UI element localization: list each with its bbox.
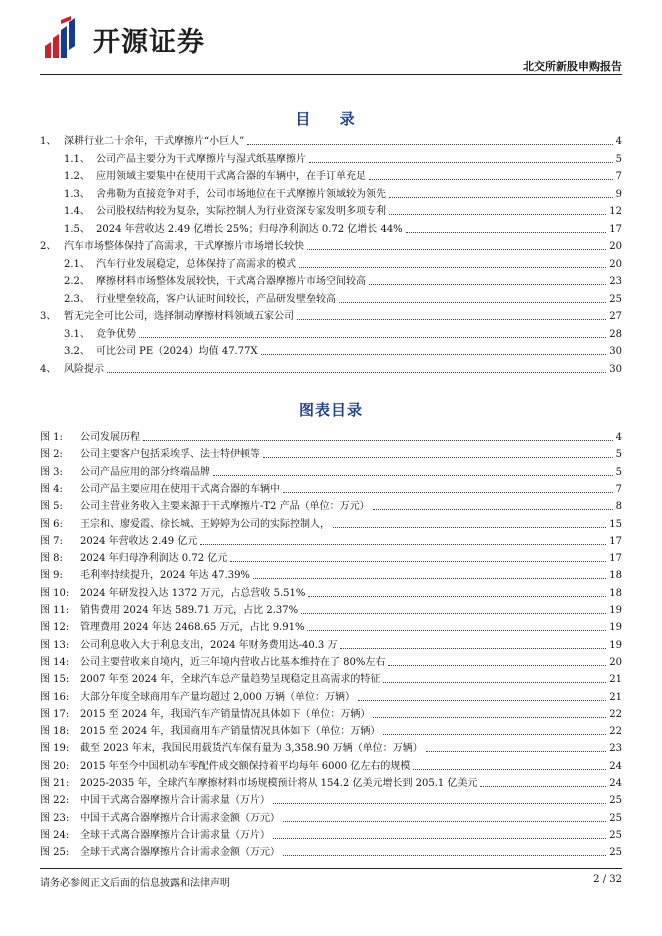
figure-entry-page: 22 (609, 708, 622, 720)
toc-entry-title: 行业壁垒较高，客户认证时间较长，产品研发壁垒较高 (96, 293, 336, 305)
toc-entry-page: 25 (609, 293, 622, 305)
toc-entry-title: 舍弗勒为直接竞争对手，公司市场地位在干式摩擦片领域较为领先 (96, 188, 386, 200)
leader-dots (307, 630, 606, 631)
figure-entry-title: 管理费用 2024 年达 2468.65 万元，占比 9.91% (80, 622, 305, 634)
leader-dots (139, 337, 606, 338)
figure-entry-title: 中国干式离合器摩擦片合计需求量（万片） (80, 795, 270, 807)
figure-entry[interactable] (40, 619, 622, 636)
figure-entry-page: 18 (609, 570, 622, 582)
toc-entry[interactable] (40, 168, 622, 185)
leader-dots (389, 214, 606, 215)
toc-entry-number: 2.3、 (64, 293, 90, 305)
figure-entry-title: 全球干式离合器摩擦片合计需求金额（万元） (80, 847, 280, 859)
figure-entry-number: 图 15: (40, 674, 70, 686)
figure-entry-page: 15 (609, 518, 622, 530)
leader-dots (253, 578, 606, 579)
figure-entry-number: 图 1: (40, 432, 63, 443)
figure-entry-page: 20 (609, 656, 622, 668)
toc-entry-title: 应用领域主要集中在使用干式离合器的车辆中，在手订单充足 (96, 171, 366, 182)
footer-disclaimer: 请务必参阅正文后面的信息披露和法律声明 (40, 878, 230, 889)
toc-entry[interactable] (40, 238, 622, 255)
figure-entry-page: 24 (609, 760, 622, 772)
footer-divider (40, 868, 622, 869)
figure-entry-number: 图 21: (40, 778, 70, 789)
toc-entry[interactable] (40, 326, 622, 343)
toc-entry-title: 风险提示 (64, 363, 104, 375)
figure-entry-title: 中国干式离合器摩擦片合计需求金额（万元） (80, 812, 280, 824)
toc-entry-number: 1.1、 (64, 153, 90, 165)
leader-dots (213, 475, 613, 476)
figure-entry[interactable] (40, 498, 622, 515)
toc-entry-page: 28 (609, 328, 622, 340)
figure-entry[interactable] (40, 689, 622, 706)
leader-dots (301, 613, 606, 614)
leader-dots (273, 803, 606, 804)
leader-dots (143, 440, 613, 441)
figure-entry-page: 19 (609, 639, 622, 651)
toc-entry[interactable] (40, 133, 622, 150)
figure-entry[interactable] (40, 446, 622, 463)
leader-dots (383, 682, 606, 683)
figure-entry-title: 2015 至 2024 年，我国商用车产销量情况具体如下（单位：万辆） (80, 726, 381, 738)
figure-entry-number: 图 13: (40, 639, 70, 651)
figure-entry[interactable] (40, 637, 622, 654)
leader-dots (388, 665, 606, 666)
figure-entry-title: 2024 年营收达 2.49 亿元 (80, 535, 198, 547)
figure-entry-title: 2024 年归母净利润达 0.72 亿元 (80, 553, 228, 565)
figure-entry[interactable] (40, 464, 622, 481)
figure-entry-title: 公司发展历程 (80, 432, 140, 443)
leader-dots (283, 855, 606, 856)
toc-entry-number: 1.3、 (64, 188, 90, 200)
toc-entry-title: 暂无完全可比公司，选择制动摩擦材料领域五家公司 (64, 311, 294, 322)
toc-entry-page: 27 (609, 311, 622, 322)
figures-title: 图表目录 (298, 401, 363, 419)
toc-entry-number: 1、 (40, 136, 57, 147)
leader-dots (426, 751, 607, 752)
figure-entry-title: 毛利率持续提升，2024 年达 47.39% (80, 570, 250, 582)
figure-entry[interactable] (40, 740, 622, 757)
figure-entry-page: 7 (615, 483, 622, 495)
toc-entry[interactable] (40, 203, 622, 220)
toc-entry-number: 3、 (40, 311, 57, 322)
toc-entry[interactable] (40, 221, 622, 238)
figure-entry-page: 8 (615, 501, 622, 513)
figure-entry-number: 图 11: (40, 605, 70, 616)
figure-entry-title: 2007 年至 2024 年，全球汽车总产量趋势呈现稳定且高需求的特征 (80, 674, 381, 686)
leader-dots (309, 162, 613, 163)
figure-entry[interactable] (40, 602, 622, 619)
toc-entry-title: 汽车行业发展稳定，总体保持了高需求的模式 (96, 258, 296, 270)
figure-entry-page: 19 (609, 622, 622, 634)
leader-dots (107, 372, 606, 373)
header-divider (40, 74, 622, 75)
leader-dots (297, 319, 606, 320)
figure-entry-title: 王宗和、廖爱霞、徐长城、王婷婷为公司的实际控制人， (80, 518, 330, 530)
figure-entry-number: 图 23: (40, 812, 70, 824)
report-type: 北交所新股申购报告 (523, 60, 622, 73)
figure-entry[interactable] (40, 671, 622, 688)
leader-dots (339, 302, 606, 303)
figure-entry-title: 2024 年研发投入达 1372 万元，占总营收 5.51% (80, 587, 306, 599)
leader-dots (273, 838, 606, 839)
toc-entry[interactable] (40, 273, 622, 290)
toc-entry-number: 3.1、 (64, 328, 90, 340)
figure-entry-number: 图 25: (40, 847, 70, 859)
leader-dots (358, 700, 606, 701)
figure-entry-page: 22 (609, 726, 622, 738)
figure-entry[interactable] (40, 723, 622, 740)
figure-entry[interactable] (40, 550, 622, 567)
figure-entry-title: 全球干式离合器摩擦片合计需求量（万片） (80, 829, 270, 841)
toc-entry-page: 23 (609, 276, 622, 287)
toc-entry-number: 1.4、 (64, 206, 90, 217)
figure-entry[interactable] (40, 516, 622, 533)
figure-entry[interactable] (40, 827, 622, 844)
figure-entry-number: 图 17: (40, 708, 70, 720)
leader-dots (373, 717, 606, 718)
leader-dots (308, 596, 606, 597)
toc-entry-page: 30 (609, 346, 622, 357)
leader-dots (383, 734, 606, 735)
figure-entry-title: 公司主营业务收入主要来源于干式摩擦片-T2 产品（单位：万元） (80, 501, 370, 513)
figure-entry-number: 图 4: (40, 483, 63, 495)
figure-entry-page: 5 (615, 449, 622, 461)
figure-entry[interactable] (40, 533, 622, 550)
figure-entry-page: 24 (609, 778, 622, 789)
figure-entry-title: 公司利息收入大于利息支出，2024 年财务费用达-40.3 万 (80, 639, 338, 651)
toc-entry-number: 2.1、 (64, 258, 90, 270)
figure-entry[interactable] (40, 706, 622, 723)
figure-entry-number: 图 24: (40, 829, 70, 841)
figure-entry[interactable] (40, 844, 622, 861)
figure-entry[interactable] (40, 567, 622, 584)
figure-entry[interactable] (40, 654, 622, 671)
toc-entry-page: 5 (615, 153, 622, 165)
toc-entry-title: 竞争优势 (96, 328, 136, 340)
toc-entry-title: 汽车市场整体保持了高需求，干式摩擦片市场增长较快 (64, 241, 304, 252)
leader-dots (283, 821, 606, 822)
figure-entry-number: 图 8: (40, 553, 63, 565)
toc-entry-page: 30 (609, 363, 622, 375)
figure-entry-number: 图 3: (40, 466, 63, 478)
leader-dots (299, 267, 606, 268)
figure-entry-page: 5 (615, 466, 622, 478)
figure-entry-page: 18 (609, 587, 622, 599)
figure-entry-number: 图 22: (40, 795, 70, 807)
toc-entry-title: 2024 年营收达 2.49 亿增长 25%；归母净利润达 0.72 亿增长 44% (96, 223, 403, 235)
leader-dots (369, 284, 606, 285)
toc-entry-page: 12 (609, 206, 622, 217)
toc-entry-number: 1.5、 (64, 223, 90, 235)
toc-entry[interactable] (40, 256, 622, 273)
figure-entry-title: 2015 年至今中国机动车零配件成交额保持着平均每年 6000 亿左右的规模 (80, 760, 411, 772)
logo-mark-icon (41, 16, 87, 60)
figure-entry-number: 图 16: (40, 691, 70, 703)
leader-dots (230, 561, 606, 562)
leader-dots (340, 648, 606, 649)
company-name: 开源证券 (93, 27, 205, 58)
figure-entry-page: 21 (609, 691, 622, 703)
toc-entry-page: 4 (615, 136, 622, 147)
figure-entry-page: 17 (609, 535, 622, 547)
leader-dots (261, 354, 607, 355)
figure-entry-page: 25 (609, 795, 622, 807)
toc-entry[interactable] (40, 308, 622, 325)
figure-entry-number: 图 18: (40, 726, 70, 738)
leader-dots (480, 786, 606, 787)
toc-entry-page: 17 (609, 223, 622, 235)
figure-entry-title: 公司主要客户包括采埃孚、法士特伊顿等 (80, 449, 260, 461)
figure-entry-title: 公司产品应用的部分终端品牌 (80, 466, 210, 478)
toc-entry-title: 深耕行业二十余年，干式摩擦片“小巨人” (64, 136, 245, 147)
toc-title: 目 录 (295, 110, 367, 128)
toc-entry-number: 4、 (40, 363, 57, 375)
toc-entry-number: 2.2、 (64, 276, 90, 287)
figure-entry-page: 21 (609, 674, 622, 686)
toc-entry[interactable] (40, 343, 622, 360)
figure-entry-number: 图 6: (40, 518, 63, 530)
figure-entry-page: 23 (609, 743, 622, 755)
figure-entry-number: 图 19: (40, 743, 70, 755)
toc-entry[interactable] (40, 151, 622, 168)
leader-dots (200, 544, 606, 545)
figure-entry[interactable] (40, 481, 622, 498)
figure-entry-page: 17 (609, 553, 622, 565)
company-logo (41, 16, 291, 60)
leader-dots (413, 769, 606, 770)
figure-entry-number: 图 10: (40, 587, 70, 599)
figure-entry-title: 大部分年度全球商用车产量均超过 2,000 万辆（单位：万辆） (80, 691, 355, 703)
figure-entry-page: 25 (609, 829, 622, 841)
figure-entry[interactable] (40, 758, 622, 775)
leader-dots (247, 144, 612, 145)
figure-entry-number: 图 20: (40, 760, 70, 772)
toc-entry-page: 20 (609, 258, 622, 270)
toc-entry[interactable] (40, 361, 622, 378)
figure-entry-page: 25 (609, 847, 622, 859)
toc-entry-page: 20 (609, 241, 622, 252)
figure-entry[interactable] (40, 775, 622, 792)
figure-entry-number: 图 2: (40, 449, 63, 461)
toc-entry[interactable] (40, 186, 622, 203)
leader-dots (333, 527, 606, 528)
figure-entry[interactable] (40, 810, 622, 827)
figure-entry-title: 2015 至 2024 年，我国汽车产销量情况具体如下（单位：万辆） (80, 708, 371, 720)
figure-entry-number: 图 14: (40, 656, 70, 668)
figure-entry-title: 截至 2023 年末，我国民用载货汽车保有量为 3,358.90 万辆（单位：万辆） (80, 743, 423, 755)
leader-dots (389, 197, 613, 198)
toc-entry[interactable] (40, 291, 622, 308)
figure-entry-title: 公司主要营收来自境内，近三年境内营收占比基本维持在了 80%左右 (80, 656, 386, 668)
figure-entry[interactable] (40, 429, 622, 446)
toc-entry-title: 摩擦材料市场整体发展较快，干式离合器摩擦片市场空间较高 (96, 276, 366, 287)
figure-entry-title: 2025-2035 年，全球汽车摩擦材料市场规模预计将从 154.2 亿美元增长到 205.1 亿美元 (80, 778, 478, 789)
figure-entry-title: 销售费用 2024 年达 589.71 万元，占比 2.37% (80, 605, 299, 616)
figure-entry-page: 25 (609, 812, 622, 824)
figure-entry[interactable] (40, 792, 622, 809)
leader-dots (263, 457, 613, 458)
leader-dots (369, 179, 613, 180)
leader-dots (406, 232, 607, 233)
toc-entry-page: 7 (615, 171, 622, 182)
figure-entry-number: 图 7: (40, 535, 63, 547)
figure-entry-title: 公司产品主要应用在使用干式离合器的车辆中 (80, 483, 280, 495)
toc-entry-title: 可比公司 PE（2024）均值 47.77X (96, 346, 258, 357)
toc-entry-title: 公司产品主要分为干式摩擦片与湿式纸基摩擦片 (96, 153, 306, 165)
leader-dots (373, 509, 613, 510)
toc-entry-page: 9 (615, 188, 622, 200)
figure-entry[interactable] (40, 585, 622, 602)
toc-entry-title: 公司股权结构较为复杂，实际控制人为行业资深专家发明多项专利 (96, 206, 386, 217)
figure-entry-number: 图 5: (40, 501, 63, 513)
figure-entry-number: 图 12: (40, 622, 70, 634)
leader-dots (283, 492, 613, 493)
toc-entry-number: 1.2、 (64, 171, 90, 182)
toc-entry-number: 2、 (40, 241, 57, 252)
figure-entry-number: 图 9: (40, 570, 63, 582)
toc-entry-number: 3.2、 (64, 346, 90, 357)
leader-dots (307, 249, 606, 250)
figure-entry-page: 19 (609, 605, 622, 616)
figure-entry-page: 4 (615, 432, 622, 443)
page-number: 2 / 32 (593, 874, 622, 885)
